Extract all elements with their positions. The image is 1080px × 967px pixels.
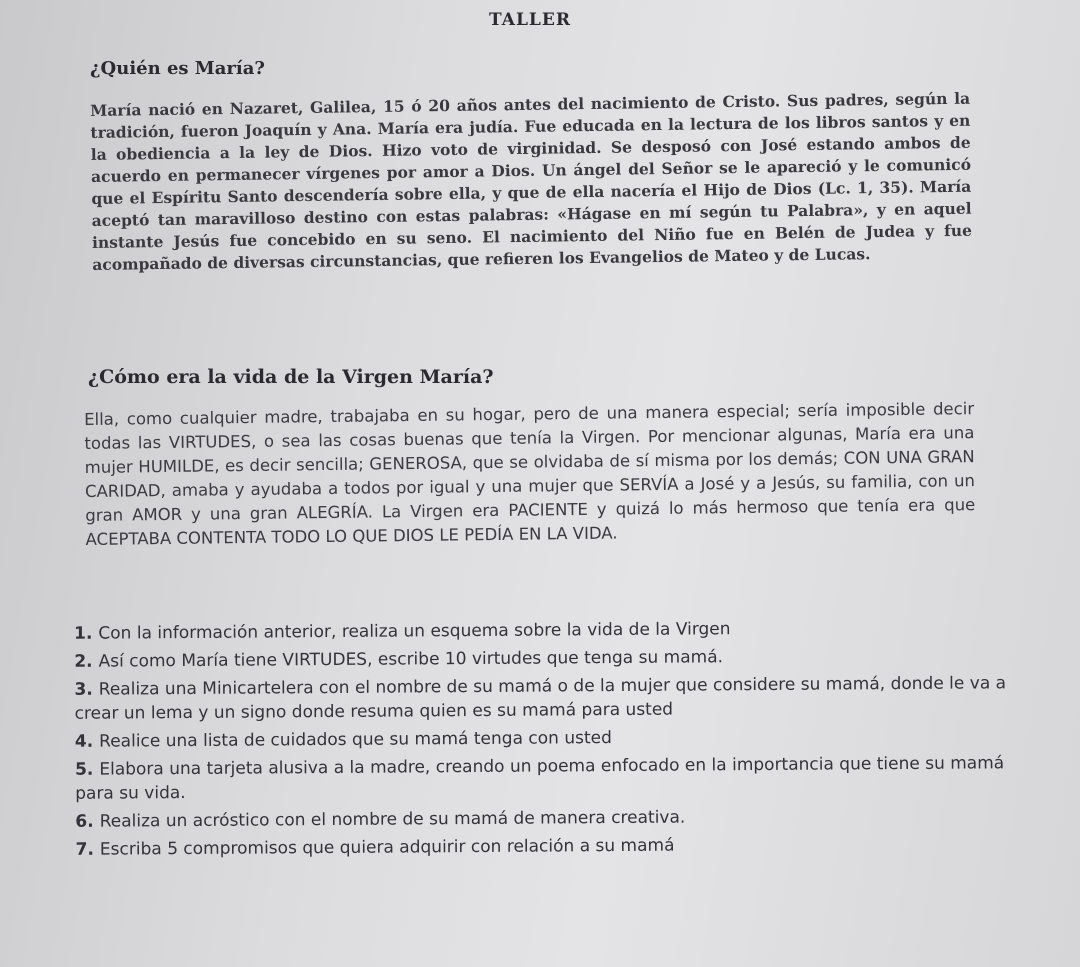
task-item: [44, 671, 1044, 726]
task-number: 2.: [74, 651, 93, 672]
task-item: [44, 615, 1044, 646]
task-list: [44, 615, 1046, 866]
section-heading-quien-es-maria: ¿Quién es María?: [90, 58, 265, 79]
task-text: Realiza una Minicartelera con el nombre de su mamá o de la mujer que considere su mamá, donde le va a crear un lema y un signo donde resuma quien es su mamá para usted: [74, 673, 1007, 724]
section-paragraph-vida-virgen: Ella, como cualquier madre, trabajaba en su hogar, pero de una manera especial; sería imposible decir todas las VIRTUDES, o sea las cosas buenas que tenía la Virgen. Por mencionar algunas, María era una mujer HUMILDE, es decir sencilla; GENEROSA, que se olvidaba de sí misma por los demás; CON UNA GRAN CARIDAD, amaba y ayudaba a todos por igual y una mujer que SERVÍA a José y a Jesús, su familia, con un gran AMOR y una gran ALEGRÍA. La Virgen era PACIENTE y quizá lo más hermoso que tenía era que ACEPTABA CONTENTA TODO LO QUE DIOS LE PEDÍA EN LA VIDA.: [84, 399, 976, 549]
task-number: 3.: [74, 679, 93, 700]
task-item: [45, 803, 1045, 834]
task-number: 1.: [74, 623, 93, 644]
section-heading-vida-virgen: ¿Cómo era la vida de la Virgen María?: [88, 366, 494, 388]
task-text: Escriba 5 compromisos que quiera adquirir con relación a su mamá: [99, 835, 675, 860]
task-text: Realice una lista de cuidados que su mamá tenga con usted: [99, 728, 612, 752]
task-item: [45, 723, 1045, 754]
task-number: 4.: [74, 731, 94, 752]
task-text: Así como María tiene VIRTUDES, escribe 10 virtudes que tenga su mamá.: [98, 647, 724, 672]
task-item: [44, 643, 1044, 674]
task-text: Elabora una tarjeta alusiva a la madre, creando un poema enfocado en la importancia que tiene su mamá para su vida.: [75, 753, 1005, 804]
task-text: Con la información anterior, realiza un esquema sobre la vida de la Virgen: [98, 619, 731, 644]
task-text: Realiza un acróstico con el nombre de su mamá de manera creativa.: [99, 807, 686, 832]
task-number: 5.: [74, 759, 94, 780]
task-item: [45, 751, 1045, 806]
section-paragraph-quien-es-maria: María nació en Nazaret, Galilea, 15 ó 20 años antes del nacimiento de Cristo. Sus padres, según la tradición, fueron Joaquín y Ana. María era judía. Fue educada en la lectura de los libros santos y en la obediencia a la ley de Dios. Hizo voto de virginidad. Se desposó con José estando ambos de acuerdo en permanecer vírgenes por amor a Dios. Un ángel del Señor se le apareció y le comunicó que el Espíritu Santo descendería sobre ella, y que de ella nacería el Hijo de Dios (Lc. 1, 35). María aceptó tan maravilloso destino con estas palabras: «Hágase en mí según tu Palabra», y en aquel instante Jesús fue concebido en su seno. El nacimiento del Niño fue en Belén de Judea y fue acompañado de diversas circunstancias, que refieren los Evangelios de Mateo y de Lucas.: [90, 88, 973, 274]
task-item: [46, 831, 1046, 862]
task-number: 6.: [75, 811, 94, 832]
task-number: 7.: [75, 839, 94, 860]
page-title: TALLER: [489, 10, 571, 30]
